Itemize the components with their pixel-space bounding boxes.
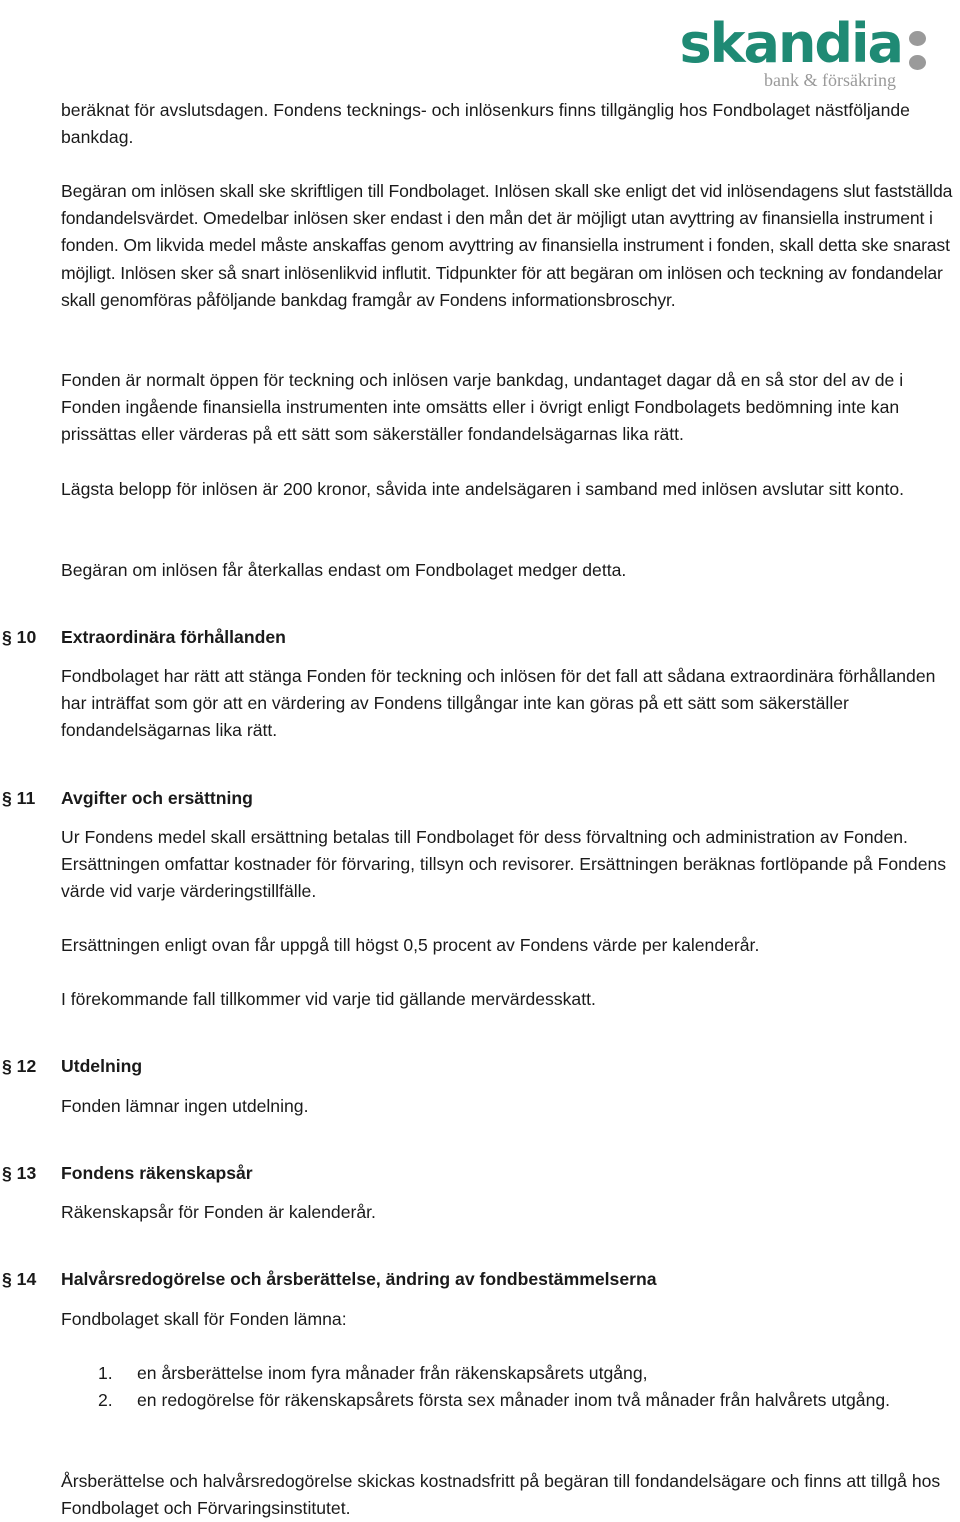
section-11-body-2: Ersättningen enligt ovan får uppgå till högst 0,5 procent av Fondens värde per kalenderår. [61,935,760,955]
list-item-number: 1. [98,1363,113,1383]
list-item-text: en redogörelse för räkenskapsårets första sex månader inom två månader från halvårets utgång. [137,1390,891,1410]
list-item-text: en årsberättelse inom fyra månader från räkenskapsårets utgång, [137,1363,648,1383]
logo-tagline: bank & försäkring [764,70,896,90]
logo-dot-top [909,31,926,46]
paragraph-revoke-request: Begäran om inlösen får återkallas endast om Fondbolaget medger detta. [61,560,627,580]
section-title: Extraordinära förhållanden [61,627,286,647]
section-title: Halvårsredogörelse och årsberättelse, ändring av fondbestämmelserna [61,1269,657,1289]
section-number: § 11 [2,788,36,808]
section-14-intro: Fondbolaget skall för Fonden lämna: [61,1309,347,1329]
section-11-body-3: I förekommande fall tillkommer vid varje tid gällande mervärdesskatt. [61,989,596,1009]
section-14-closing: Årsberättelse och halvårsredogörelse skickas kostnadsfritt på begäran till fondandelsägare och finns att tillgå hos Fondbolaget och Förvaringsinstitutet. [61,1471,941,1519]
skandia-logo [679,12,946,96]
paragraph-redemption-price: beräknat för avslutsdagen. Fondens tecknings- och inlösenkurs finns tillgänglig hos Fondbolaget nästföljande bankdag. [61,100,910,148]
section-11-body-1: Ur Fondens medel skall ersättning betalas till Fondbolaget för dess förvaltning och administration av Fonden. Ersättningen omfattar kostnader för förvaring, tillsyn och revisorer. Ersättningen beräknas fortlöpande på Fondens värde vid varje värderingstillfälle. [61,827,947,902]
section-number: § 13 [2,1163,37,1183]
section-title: Fondens räkenskapsår [61,1163,253,1183]
logo-wordmark: skandia [679,12,902,75]
list-item-number: 2. [98,1390,113,1410]
paragraph-fund-open: Fonden är normalt öppen för teckning och inlösen varje bankdag, undantaget dagar då en så stor del av de i Fonden ingående finansiella instrumenten inte omsätts eller i övrigt enligt Fondbolagets bedömning inte kan prissättas eller värderas på ett sätt som säkerställer fondandelsägarnas lika rätt. [61,370,904,445]
section-number: § 14 [2,1269,37,1289]
paragraph-redemption-request: Begäran om inlösen skall ske skriftligen till Fondbolaget. Inlösen skall ske enligt det vid inlösendagens slut fastställda fondandelsvärdet. Omedelbar inlösen sker endast i den mån det är möjligt utan avyttring av finansiella instrument i fonden. Om likvida medel måste anskaffas genom avyttring av finansiella instrument i fonden, skall detta ske snarast möjligt. Inlösen sker så snart inlösenlikvid influtit. Tidpunkter för att begäran om inlösen och teckning av fondandelar skall genomföras påföljande bankdag framgår av Fondens informationsbroschyr. [61,181,953,310]
section-13-body: Räkenskapsår för Fonden är kalenderår. [61,1202,376,1222]
section-number: § 12 [2,1056,37,1076]
section-title: Utdelning [61,1056,143,1076]
logo-dot-bottom [909,55,926,70]
paragraph-minimum-amount: Lägsta belopp för inlösen är 200 kronor, såvida inte andelsägaren i samband med inlösen avslutar sitt konto. [61,479,905,499]
section-10-body: Fondbolaget har rätt att stänga Fonden för teckning och inlösen för det fall att sådana extraordinära förhållanden har inträffat som gör att en värdering av Fondens tillgångar inte kan göras på ett sätt som säkerställer fondandelsägarnas lika rätt. [61,666,936,741]
section-12-body: Fonden lämnar ingen utdelning. [61,1096,309,1116]
section-title: Avgifter och ersättning [61,788,253,808]
section-number: § 10 [2,627,37,647]
